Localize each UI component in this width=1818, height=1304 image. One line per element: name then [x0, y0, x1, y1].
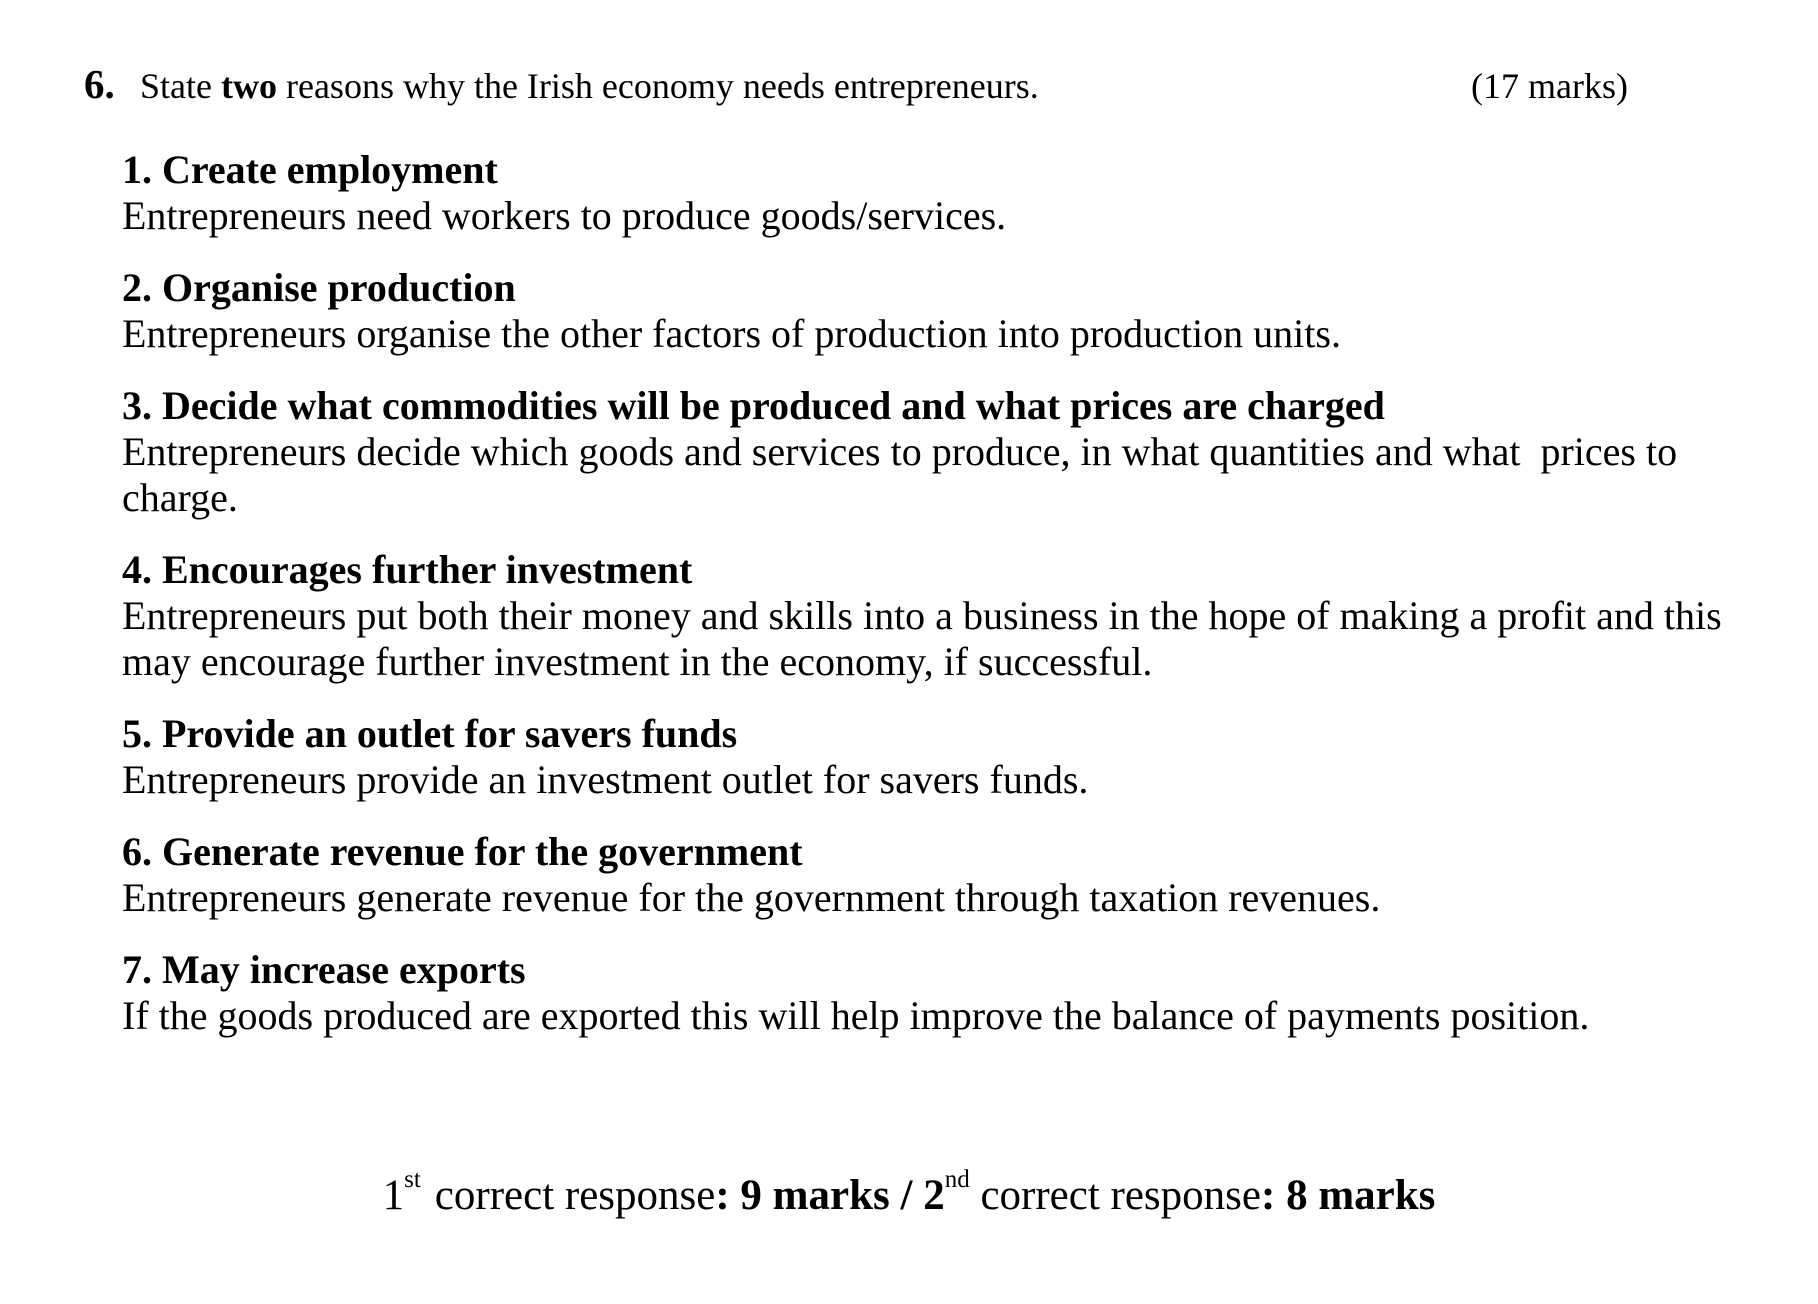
question-text-end: reasons why the Irish economy needs entrepreneurs.	[276, 66, 1039, 106]
answer-item-decide-commodities	[122, 383, 1762, 521]
answer-body-line-2: may encourage further investment in the economy, if successful.	[122, 639, 1153, 684]
first-ordinal-number: 1	[382, 1172, 405, 1219]
answer-body: Entrepreneurs generate revenue for the government through taxation revenues.	[122, 875, 1381, 920]
answer-body: Entrepreneurs need workers to produce goods/services.	[122, 193, 1007, 238]
answer-title: 6. Generate revenue for the government	[122, 829, 803, 874]
question-text-start: State	[140, 66, 221, 106]
answer-title: 4. Encourages further investment	[122, 547, 693, 592]
second-response-marks: : 8 marks	[1261, 1172, 1436, 1219]
answer-title: 5. Provide an outlet for savers funds	[122, 711, 738, 756]
second-response-label: correct response	[969, 1172, 1261, 1219]
answer-body: If the goods produced are exported this will help improve the balance of payments position.	[122, 993, 1590, 1038]
answer-item-organise-production	[122, 265, 1762, 357]
answer-body: Entrepreneurs provide an investment outlet for savers funds.	[122, 757, 1089, 802]
answer-title: 7. May increase exports	[122, 947, 526, 992]
answer-title: 3. Decide what commodities will be produced and what prices are charged	[122, 383, 1385, 428]
answer-item-further-investment	[122, 547, 1762, 685]
first-ordinal-suffix: st	[404, 1166, 421, 1193]
first-response-label: correct response	[434, 1172, 716, 1219]
question-number: 6.	[84, 61, 115, 107]
answer-body-line-1: Entrepreneurs put both their money and skills into a business in the hope of making a profit and this	[122, 593, 1722, 638]
answer-body: Entrepreneurs organise the other factors of production into production units.	[122, 311, 1341, 356]
answer-body-line-1: Entrepreneurs decide which goods and services to produce, in what quantities and what prices to	[122, 429, 1678, 474]
answer-title: 2. Organise production	[122, 265, 516, 310]
answer-title: 1. Create employment	[122, 147, 498, 192]
answer-body-line-2: charge.	[122, 475, 238, 520]
question-text-emphasis: two	[220, 66, 277, 106]
marks-allocation	[0, 1168, 1818, 1224]
answer-item-savers-funds	[122, 711, 1762, 803]
question-marks: (17 marks)	[1471, 66, 1628, 106]
answer-item-increase-exports	[122, 947, 1762, 1039]
answer-list	[122, 147, 1762, 1065]
question-text	[140, 60, 1039, 112]
first-response-marks: : 9 marks /	[715, 1172, 924, 1219]
answer-item-create-employment	[122, 147, 1762, 239]
question-header	[84, 58, 1644, 110]
answer-item-government-revenue	[122, 829, 1762, 921]
second-ordinal-suffix: nd	[944, 1166, 970, 1193]
second-ordinal-number: 2	[923, 1172, 945, 1219]
